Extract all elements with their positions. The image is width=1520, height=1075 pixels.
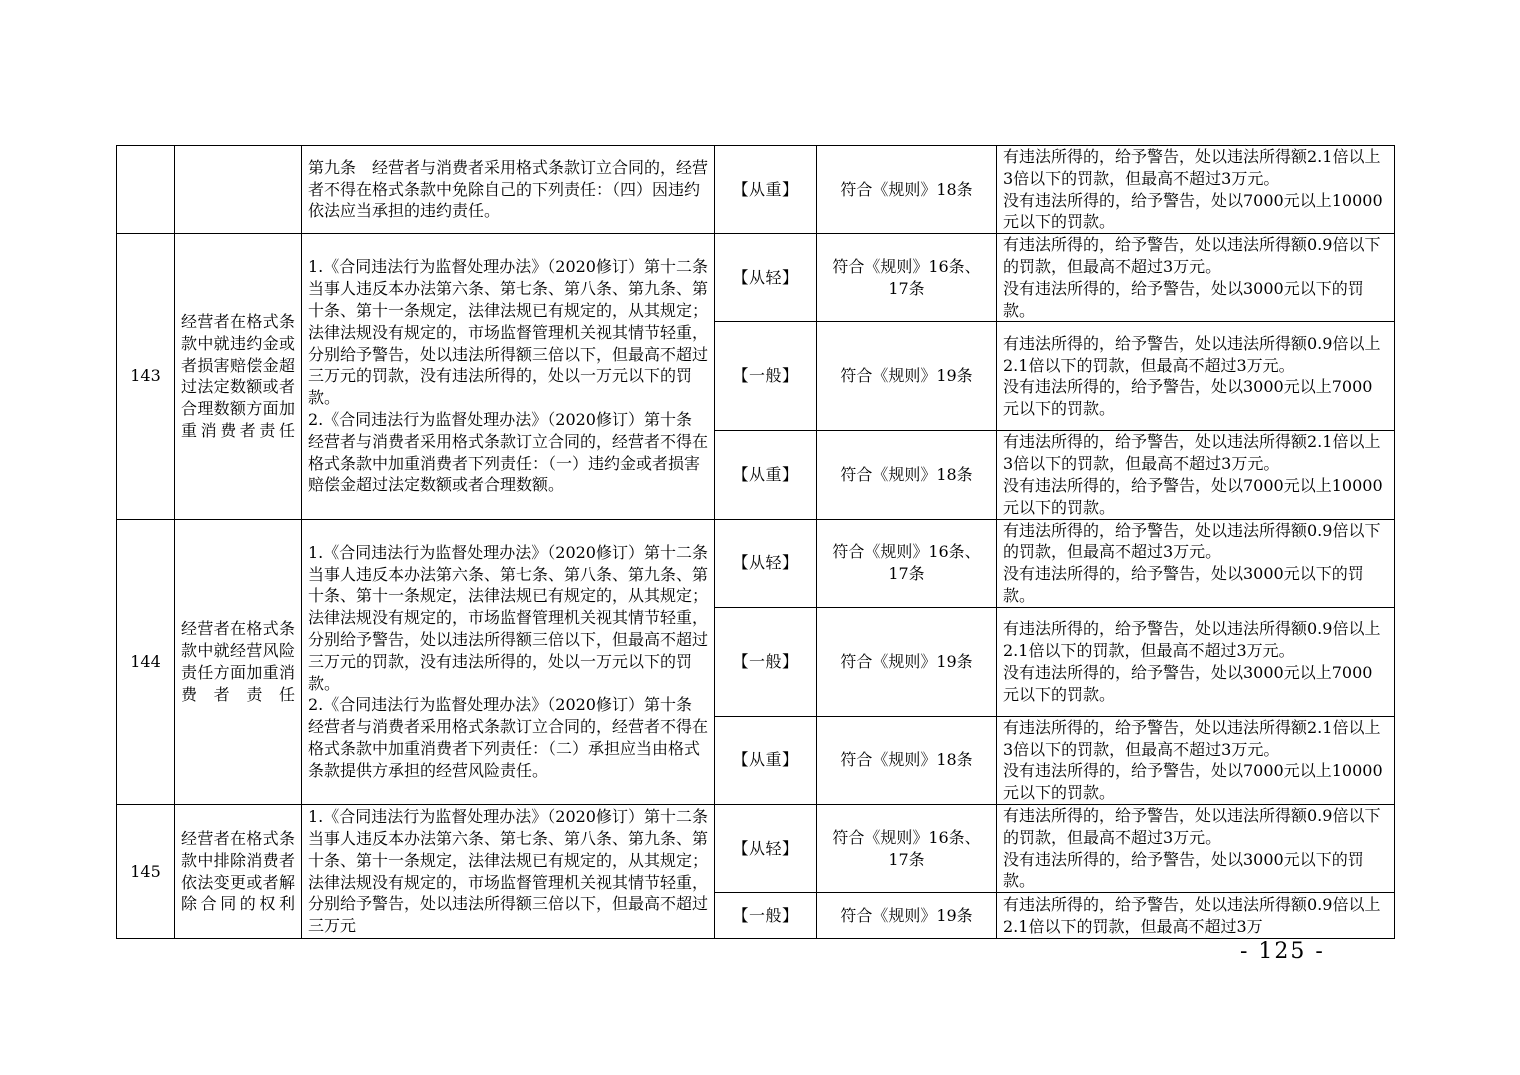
row-number-cell: 145 [117,804,175,938]
page-number: - 125 - [1240,939,1325,964]
standard-cell: 有违法所得的，给予警告，处以违法所得额0.9倍以下的罚款，但最高不超过3万元。 没有违法所得的，给予警告，处以3000元以下的罚款。 [997,234,1395,322]
level-cell: 【一般】 [715,893,817,939]
legal-basis-cell: 1.《合同违法行为监督处理办法》（2020修订）第十二条 当事人违反本办法第六条、第七条、第八条、第九条、第十条、第十一条规定，法律法规已有规定的，从其规定；法律法规没有规定的，市场监督管理机关视其情节轻重，分别给予警告，处以违法所得额三倍以下，但最高不超过三万元 [302,804,715,938]
condition-cell: 符合《规则》18条 [817,431,997,519]
standard-cell: 有违法所得的，给予警告，处以违法所得额2.1倍以上3倍以下的罚款，但最高不超过3万元。 没有违法所得的，给予警告，处以7000元以上10000元以下的罚款。 [997,716,1395,804]
standard-cell: 有违法所得的，给予警告，处以违法所得额0.9倍以上2.1倍以下的罚款，但最高不超过3万 [997,893,1395,939]
table-row-145-congqing [117,804,1395,892]
standard-cell: 有违法所得的，给予警告，处以违法所得额0.9倍以下的罚款，但最高不超过3万元。 没有违法所得的，给予警告，处以3000元以下的罚款。 [997,519,1395,607]
violation-item-cell [175,146,302,234]
condition-cell: 符合《规则》16条、17条 [817,804,997,892]
standard-cell: 有违法所得的，给予警告，处以违法所得额2.1倍以上3倍以下的罚款，但最高不超过3万元。 没有违法所得的，给予警告，处以7000元以上10000元以下的罚款。 [997,431,1395,519]
level-cell: 【一般】 [715,607,817,716]
condition-cell: 符合《规则》16条、17条 [817,234,997,322]
row-number-cell [117,146,175,234]
standard-cell: 有违法所得的，给予警告，处以违法所得额0.9倍以上2.1倍以下的罚款，但最高不超过3万元。 没有违法所得的，给予警告，处以3000元以上7000元以下的罚款。 [997,607,1395,716]
legal-basis-cell: 第九条 经营者与消费者采用格式条款订立合同的，经营者不得在格式条款中免除自己的下列责任：（四）因违约依法应当承担的违约责任。 [302,146,715,234]
condition-cell: 符合《规则》18条 [817,146,997,234]
level-cell: 【从轻】 [715,804,817,892]
row-number-cell: 143 [117,234,175,519]
violation-item-cell: 经营者在格式条款中就违约金或者损害赔偿金超过法定数额或者合理数额方面加重消费者责任 [175,234,302,519]
condition-cell: 符合《规则》19条 [817,607,997,716]
table-row-144-congqing [117,519,1395,607]
row-number-cell: 144 [117,519,175,804]
level-cell: 【从轻】 [715,519,817,607]
discretion-standard-table [116,145,1395,939]
violation-item-cell: 经营者在格式条款中排除消费者依法变更或者解除合同的权利 [175,804,302,938]
table-row-prev-congzhong [117,146,1395,234]
standard-cell: 有违法所得的，给予警告，处以违法所得额2.1倍以上3倍以下的罚款，但最高不超过3万元。 没有违法所得的，给予警告，处以7000元以上10000元以下的罚款。 [997,146,1395,234]
level-cell: 【从重】 [715,716,817,804]
table-row-143-congqing [117,234,1395,322]
condition-cell: 符合《规则》16条、17条 [817,519,997,607]
standard-cell: 有违法所得的，给予警告，处以违法所得额0.9倍以上2.1倍以下的罚款，但最高不超过3万元。 没有违法所得的，给予警告，处以3000元以上7000元以下的罚款。 [997,322,1395,431]
legal-basis-cell: 1.《合同违法行为监督处理办法》（2020修订）第十二条 当事人违反本办法第六条、第七条、第八条、第九条、第十条、第十一条规定，法律法规已有规定的，从其规定；法律法规没有规定的，市场监督管理机关视其情节轻重，分别给予警告，处以违法所得额三倍以下，但最高不超过三万元的罚款，没有违法所得的，处以一万元以下的罚款。 2.《合同违法行为监督处理办法》（2020修订）第十条 经营者与消费者采用格式条款订立合同的，经营者不得在格式条款中加重消费者下列责任：（一）违约金或者损害赔偿金超过法定数额或者合理数额。 [302,234,715,519]
condition-cell: 符合《规则》18条 [817,716,997,804]
level-cell: 【从重】 [715,431,817,519]
level-cell: 【从重】 [715,146,817,234]
level-cell: 【一般】 [715,322,817,431]
condition-cell: 符合《规则》19条 [817,893,997,939]
condition-cell: 符合《规则》19条 [817,322,997,431]
level-cell: 【从轻】 [715,234,817,322]
violation-item-cell: 经营者在格式条款中就经营风险责任方面加重消费者责任 [175,519,302,804]
legal-basis-cell: 1.《合同违法行为监督处理办法》（2020修订）第十二条 当事人违反本办法第六条、第七条、第八条、第九条、第十条、第十一条规定，法律法规已有规定的，从其规定；法律法规没有规定的，市场监督管理机关视其情节轻重，分别给予警告，处以违法所得额三倍以下，但最高不超过三万元的罚款，没有违法所得的，处以一万元以下的罚款。 2.《合同违法行为监督处理办法》（2020修订）第十条 经营者与消费者采用格式条款订立合同的，经营者不得在格式条款中加重消费者下列责任：（二）承担应当由格式条款提供方承担的经营风险责任。 [302,519,715,804]
standard-cell: 有违法所得的，给予警告，处以违法所得额0.9倍以下的罚款，但最高不超过3万元。 没有违法所得的，给予警告，处以3000元以下的罚款。 [997,804,1395,892]
